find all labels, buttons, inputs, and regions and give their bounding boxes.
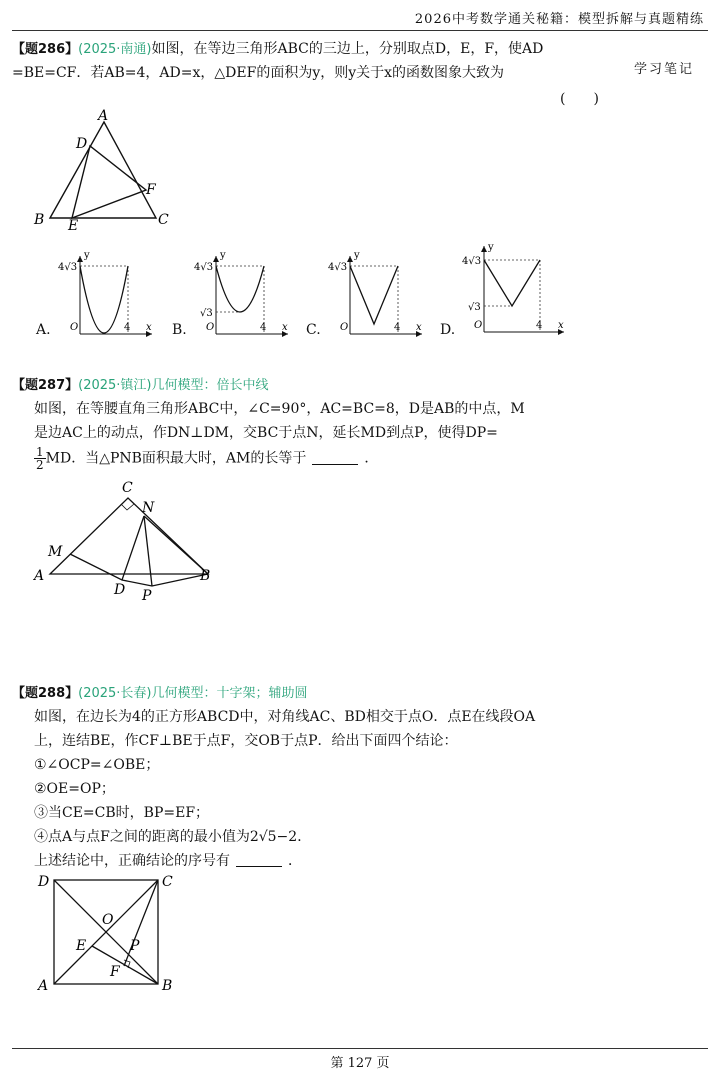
svg-text:4√3: 4√3 <box>58 262 78 273</box>
q287-text1: 如图，在等腰直角三角形ABC中，∠C=90°，AC=BC=8，D是AB的中点，M <box>34 401 525 417</box>
option-b-label: B. <box>172 322 187 338</box>
svg-text:O: O <box>474 320 483 331</box>
svg-text:x: x <box>282 322 288 333</box>
svg-text:4: 4 <box>260 322 267 333</box>
q286-text2: =BE=CF．若AB=4，AD=x，△DEF的面积为y，则y关于x的函数图象大致为 <box>12 65 505 81</box>
svg-text:D: D <box>114 582 126 598</box>
svg-text:x: x <box>558 320 564 331</box>
q287-head <box>12 374 269 397</box>
triangle-abc <box>50 122 156 218</box>
page-number: 第 127 页 <box>330 1056 390 1071</box>
q288-text1: 如图，在边长为4的正方形ABCD中，对角线AC、BD相交于点O．点E在线段OA <box>34 709 536 725</box>
svg-text:F: F <box>110 964 120 980</box>
svg-text:4: 4 <box>536 320 543 331</box>
q288-source: (2025·长春)几何模型：十字架；辅助圆 <box>78 686 308 701</box>
svg-text:B: B <box>162 978 173 994</box>
svg-text:O: O <box>70 322 79 333</box>
option-a-label: A. <box>36 322 51 338</box>
q287-text3: MD．当△PNB面积最大时，AM的长等于 <box>45 450 307 467</box>
q288-ask-row: 上述结论中，正确结论的序号有 ． <box>34 853 302 869</box>
svg-text:4: 4 <box>124 322 131 333</box>
option-c-label: C. <box>306 322 321 338</box>
triangle-def <box>72 146 146 218</box>
option-d-graph <box>460 240 570 342</box>
one-half-fraction: $\frac{1}{2}$ <box>36 445 44 472</box>
label-b: B <box>34 212 45 228</box>
q286-line1 <box>12 38 543 61</box>
q286-text1: 如图，在等边三角形ABC的三边上，分别取点D，E，F，使AD <box>151 41 544 57</box>
svg-text:E: E <box>76 938 87 954</box>
q288-conclusion-4: ④点A与点F之间的距离的最小值为2√5−2． <box>34 829 312 845</box>
q287-answer-blank[interactable] <box>312 450 358 465</box>
label-f: F <box>146 182 156 198</box>
q286-answer-paren: ( ) <box>560 91 599 107</box>
svg-text:P: P <box>142 588 152 604</box>
svg-text:O: O <box>206 322 215 333</box>
q288-conclusion-2: ②OE=OP； <box>34 781 115 797</box>
q287-number: 【题287】 <box>12 378 79 393</box>
label-c: C <box>158 212 169 228</box>
svg-text:√3: √3 <box>200 308 213 319</box>
svg-text:O: O <box>340 322 349 333</box>
svg-text:B: B <box>200 568 211 584</box>
q287-text3-row: $\frac{1}{2}$ MD．当△PNB面积最大时，AM的长等于 ． <box>36 445 379 472</box>
svg-text:y: y <box>354 250 360 261</box>
svg-text:N: N <box>142 500 155 516</box>
q287-figure <box>30 476 220 604</box>
svg-text:C: C <box>122 480 133 496</box>
q288-number: 【题288】 <box>12 686 79 701</box>
svg-text:D: D <box>38 874 50 890</box>
option-a-graph <box>56 250 156 342</box>
q287-source: (2025·镇江)几何模型：倍长中线 <box>78 378 269 393</box>
svg-text:4√3: 4√3 <box>462 256 482 267</box>
svg-text:√3: √3 <box>468 302 481 313</box>
q287-text2: 是边AC上的动点，作DN⊥DM，交BC于点N，延长MD到点P，使得DP= <box>34 425 498 441</box>
svg-text:x: x <box>416 322 422 333</box>
label-d: D <box>76 136 88 152</box>
option-b-graph <box>192 250 292 342</box>
svg-text:A: A <box>38 978 49 994</box>
q288-head <box>12 682 308 705</box>
q288-ask: 上述结论中，正确结论的序号有 <box>34 853 230 869</box>
running-header: 2026中考数学通关秘籍：模型拆解与真题精练 <box>414 12 704 27</box>
svg-text:4: 4 <box>394 322 401 333</box>
study-notes-label: 学习笔记 <box>634 62 695 77</box>
svg-text:x: x <box>146 322 152 333</box>
q288-answer-blank[interactable] <box>236 852 282 867</box>
svg-text:y: y <box>220 250 226 261</box>
option-c-graph <box>326 250 426 342</box>
option-d-label: D. <box>440 322 456 338</box>
label-e: E <box>68 218 79 232</box>
q286-number: 【题286】 <box>12 42 79 57</box>
svg-text:O: O <box>102 912 114 928</box>
header-rule <box>12 30 708 31</box>
svg-text:4√3: 4√3 <box>194 262 214 273</box>
q286-triangle-figure <box>30 106 190 232</box>
svg-text:M: M <box>48 544 63 560</box>
svg-text:P: P <box>130 938 140 954</box>
label-a: A <box>98 108 109 124</box>
q288-text2: 上，连结BE，作CF⊥BE于点F，交OB于点P．给出下面四个结论： <box>34 733 458 749</box>
svg-text:A: A <box>34 568 45 584</box>
q286-source: (2025·南通) <box>78 42 152 57</box>
q288-conclusion-1: ①∠OCP=∠OBE； <box>34 757 160 773</box>
q288-square-figure <box>30 868 190 998</box>
footer-rule <box>12 1048 708 1049</box>
svg-text:y: y <box>488 242 494 253</box>
svg-text:y: y <box>84 250 90 261</box>
q288-conclusion-3: ③当CE=CB时，BP=EF； <box>34 805 210 821</box>
svg-text:C: C <box>162 874 173 890</box>
svg-text:4√3: 4√3 <box>328 262 348 273</box>
